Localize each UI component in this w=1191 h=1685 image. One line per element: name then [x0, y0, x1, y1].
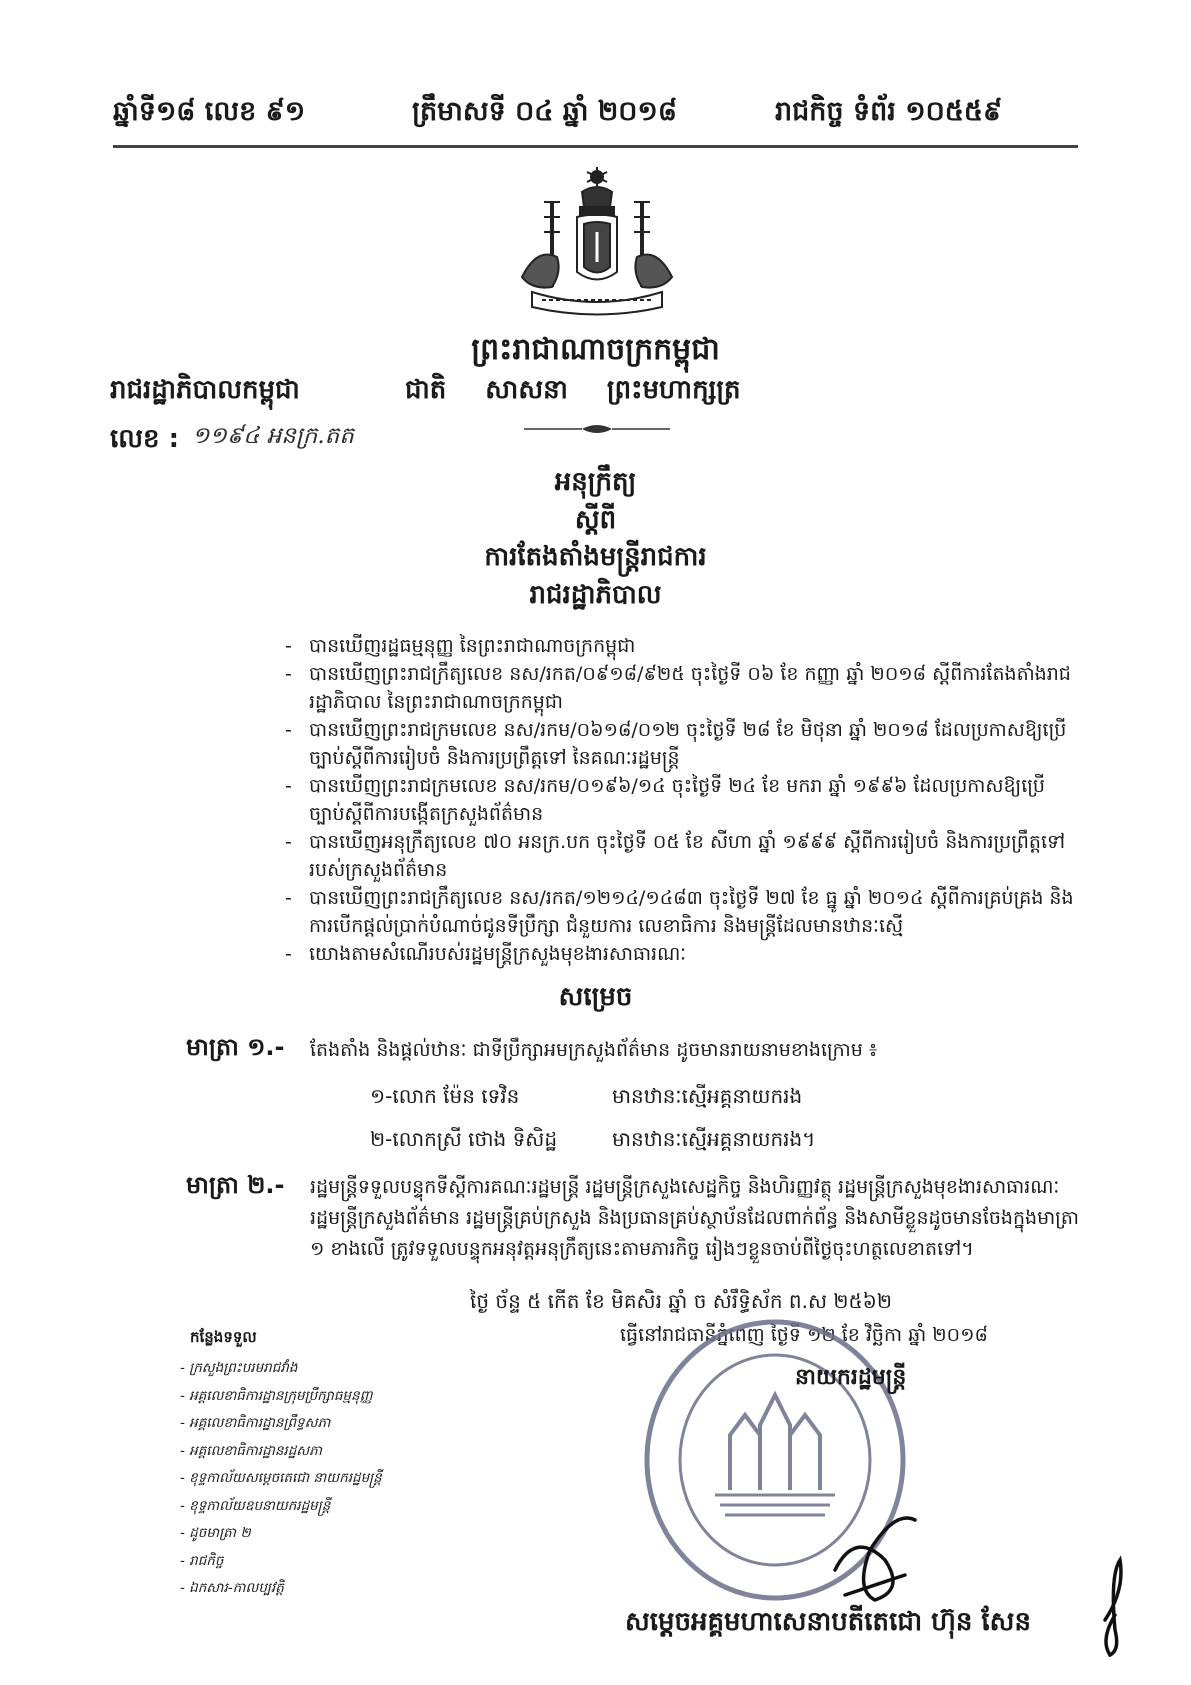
appointee-rank: មានឋានៈស្មើអគ្គនាយករង។	[612, 1127, 816, 1151]
recipient-item: - ខុទ្ទកាល័យសម្តេចតេជោ នាយករដ្ឋមន្ត្រី	[180, 1465, 382, 1493]
document-number-label: លេខ :	[110, 424, 179, 454]
gazette-page: រាជកិច្ច ទំព័រ ១០៥៥៩	[775, 96, 1003, 127]
visa-item: - បានឃើញព្រះរាជក្រមលេខ នស/រកម/០១៩៦/១៤ ចុះថ្ងៃទី ២៤ ខែ មករា ឆ្នាំ ១៩៩៦ ដែលប្រកាសឱ្យប្រើច្បាប់ស្តីពីការបង្កើតក្រសួងព័ត៌មាន	[285, 772, 1075, 828]
title-about: ស្តីពី	[574, 505, 617, 535]
recipients-heading: កន្លែងទទួល	[190, 1328, 257, 1346]
appointee-rank: មានឋានៈស្មើអគ្គនាយករង	[612, 1084, 803, 1108]
visa-item: - បានឃើញព្រះរាជក្រឹត្យលេខ នស/រកត/១២១៤/១៤៨៣ ចុះថ្ងៃទី ២៧ ខែ ធ្នូ ឆ្នាំ ២០១៤ ស្តីពីការគ្រប់គ្រង និងការបើកផ្តល់ប្រាក់បំណាច់ជូនទីប្រឹក្សា ជំនួយការ លេខាធិការ និងមន្ត្រីដែលមានឋានៈស្មើ	[285, 884, 1075, 940]
visa-list	[285, 632, 1075, 968]
kingdom-title: ព្រះរាជាណាចក្រកម្ពុជា	[471, 332, 720, 367]
visa-item: - យោងតាមសំណើរបស់រដ្ឋមន្ត្រីក្រសួងមុខងារសាធារណៈ	[285, 940, 1075, 968]
place-and-date: ធ្វើនៅរាជធានីភ្នំពេញ ថ្ងៃទី ១២ ខែ វិច្ឆិកា ឆ្នាំ ២០១៨	[620, 1324, 988, 1346]
visa-item: - បានឃើញព្រះរាជក្រឹត្យលេខ នស/រកត/០៩១៨/៩២៥ ចុះថ្ងៃទី ០៦ ខែ កញ្ញា ឆ្នាំ ២០១៨ ស្តីពីការតែងតាំងរាជរដ្ឋាភិបាល នៃព្រះរាជាណាចក្រកម្ពុជា	[285, 660, 1075, 716]
appointee-name: ២-លោកស្រី ថោង ទិសិដ្ឋ	[370, 1127, 558, 1151]
government-name: រាជរដ្ឋាភិបាលកម្ពុជា	[110, 375, 300, 405]
appointee-name: ១-លោក ម៉ែន ទេវិន	[370, 1084, 520, 1108]
recipient-item: - ក្រសួងព្រះបរមរាជវាំង	[180, 1355, 382, 1383]
visa-item: - បានឃើញរដ្ឋធម្មនុញ្ញ នៃព្រះរាជាណាចក្រកម្ពុជា	[285, 632, 1075, 660]
document-number: ១១៩៤ អនក្រ.តត	[192, 423, 354, 449]
recipient-item: - ដូចមាត្រា ២	[180, 1520, 382, 1548]
header-rule	[113, 145, 1078, 148]
lunar-date: ថ្ងៃ ច័ន្ទ ៥ កើត ខែ មិគសិរ ឆ្នាំ ច សំរឹទ្ធិស័ក ព.ស ២៥៦២	[470, 1289, 892, 1313]
article-2-label: មាត្រា ២.-	[186, 1171, 285, 1199]
decision-heading: សម្រេច	[558, 982, 633, 1012]
gazette-year-issue: ឆ្នាំទី១៨ លេខ ៩១	[113, 96, 306, 127]
issuer: រាជរដ្ឋាភិបាល	[529, 580, 662, 610]
signatory-title: នាយករដ្ឋមន្ត្រី	[795, 1365, 907, 1390]
recipient-item: - អគ្គលេខាធិការដ្ឋានក្រុមប្រឹក្សាធម្មនុញ្ញ	[180, 1383, 382, 1411]
recipient-item: - ខុទ្ទកាល័យឧបនាយករដ្ឋមន្ត្រី	[180, 1493, 382, 1521]
signatory-name: សម្តេចអគ្គមហាសេនាបតីតេជោ ហ៊ុន សែន	[625, 1607, 1031, 1637]
recipient-item: - រាជកិច្ច	[180, 1548, 382, 1576]
visa-item: - បានឃើញអនុក្រឹត្យលេខ ៧០ អនក្រ.បក ចុះថ្ងៃទី ០៥ ខែ សីហា ឆ្នាំ ១៩៩៩ ស្តីពីការរៀបចំ និងការប្រព្រឹត្តទៅរបស់ក្រសួងព័ត៌មាន	[285, 828, 1075, 884]
article-1-label: មាត្រា ១.-	[186, 1033, 285, 1061]
document-type: អនុក្រឹត្យ	[554, 467, 637, 497]
national-motto: ជាតិ សាសនា ព្រះមហាក្សត្រ	[405, 375, 741, 405]
ornament-divider-icon	[522, 423, 672, 435]
article-2-text: រដ្ឋមន្ត្រីទទួលបន្ទុកទីស្តីការគណៈរដ្ឋមន្ត្រី រដ្ឋមន្ត្រីក្រសួងសេដ្ឋកិច្ច និងហិរញ្ញវត្ថុ រដ្ឋមន្ត្រីក្រសួងមុខងារសាធារណៈ រដ្ឋមន្ត្រីក្រសួងព័ត៌មាន រដ្ឋមន្ត្រីគ្រប់ក្រសួង និងប្រធានគ្រប់ស្ថាប័នដែលពាក់ព័ន្ធ និងសាមីខ្លួនដូចមានចែងក្នុងមាត្រា ១ ខាងលើ ត្រូវទទួលបន្ទុកអនុវត្តអនុក្រឹត្យនេះតាមភារកិច្ច រៀងៗខ្លួនចាប់ពីថ្ងៃចុះហត្ថលេខាតទៅ។	[310, 1176, 1079, 1260]
recipient-item: - អគ្គលេខាធិការដ្ឋានព្រឹទ្ធសភា	[180, 1410, 382, 1438]
royal-coat-of-arms-icon	[512, 162, 682, 322]
document-subject: ការតែងតាំងមន្ត្រីរាជការ	[484, 542, 707, 572]
gazette-date: ត្រឹមាសទី ០៤ ឆ្នាំ ២០១៨	[412, 96, 677, 127]
recipient-item: - អគ្គលេខាធិការដ្ឋានរដ្ឋសភា	[180, 1438, 382, 1466]
recipient-item: - ឯកសារ-កាលប្បវត្តិ	[180, 1575, 382, 1603]
article-1-text: តែងតាំង និងផ្តល់ឋានៈ ជាទីប្រឹក្សាអមក្រសួងព័ត៌មាន ដូចមានរាយនាមខាងក្រោម ៖	[310, 1039, 878, 1061]
recipients-list	[180, 1355, 382, 1603]
visa-item: - បានឃើញព្រះរាជក្រមលេខ នស/រកម/០៦១៨/០១២ ចុះថ្ងៃទី ២៨ ខែ មិថុនា ឆ្នាំ ២០១៨ ដែលប្រកាសឱ្យប្រើច្បាប់ស្តីពីការរៀបចំ និងការប្រព្រឹត្តទៅ នៃគណៈរដ្ឋមន្ត្រី	[285, 716, 1075, 772]
